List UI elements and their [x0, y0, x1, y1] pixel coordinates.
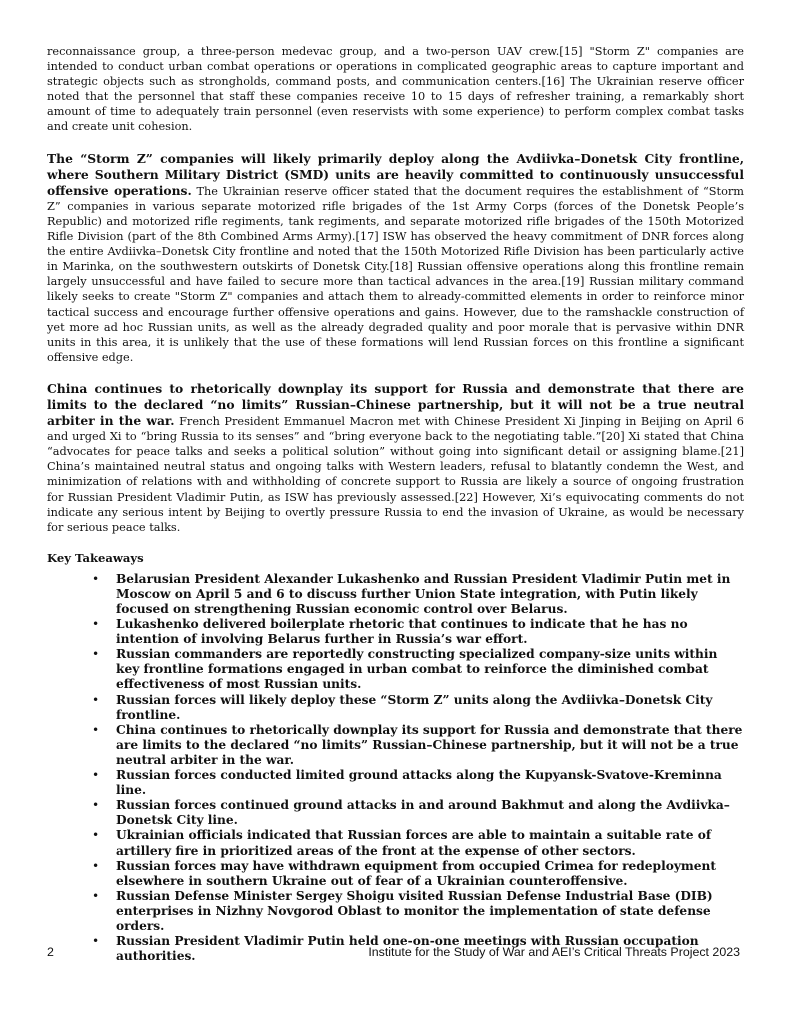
bullet-icon: •: [92, 858, 100, 873]
bullet-icon: •: [92, 722, 100, 737]
list-item: [47, 693, 744, 723]
list-item: [47, 617, 744, 647]
list-item-text: China continues to rhetorically downplay its support for Russia and demonstrate that there are limits to the declared “no limits” Russian–Chinese partnership, but it will not be a true neutral arbiter in the war.: [116, 722, 743, 767]
bullet-icon: •: [92, 934, 100, 949]
list-item-text: Russian commanders are reportedly constructing specialized company-size units within key frontline formations engaged in urban combat to reinforce the diminished combat effectiveness of most Russian units.: [116, 647, 718, 692]
list-item: [47, 828, 744, 858]
list-item-text: Russian Defense Minister Sergey Shoigu visited Russian Defense Industrial Base (DIB) enterprises in Nizhny Novgorod Oblast to monitor the implementation of state defense orders.: [116, 888, 713, 933]
paragraph-storm-z-structure: [47, 44, 744, 135]
paragraph-body: The Ukrainian reserve officer stated that the document requires the establishment of “Storm Z” companies in various separate motorized rifle brigades of the 1st Army Corps (forces of the Donetsk People’s Republic) and motorized rifle regiments, tank regiments, and separate motorized rifle brigades of the 150th Motorized Rifle Division (part of the 8th Combined Arms Army).[17] ISW has observed the heavy commitment of DNR forces along the entire Avdiivka–Donetsk City frontline and noted that the 150th Motorized Rifle Division has been particularly active in Marinka, on the southwestern outskirts of Donetsk City.[18] Russian offensive operations along this frontline remain largely unsuccessful and have failed to secure more than tactical advances in the area.[19] Russian military command likely seeks to create "Storm Z" companies and attach them to already-committed elements in order to reinforce minor tactical success and encourage further offensive operations and gains. However, due to the ramshackle construction of yet more ad hoc Russian units, as well as the already degraded quality and poor morale that is pervasive within DNR units in this area, it is unlikely that the use of these formations will lend Russian forces on this frontline a significant offensive edge.: [47, 184, 745, 364]
paragraph-china-support: [47, 381, 744, 535]
list-item: [47, 798, 744, 828]
paragraph-body: reconnaissance group, a three-person medevac group, and a two-person UAV crew.[15] "Storm Z" companies are intended to conduct urban combat operations or operations in complicated geographic areas to capture important and strategic objects such as strongholds, command posts, and communication centers.[16] The Ukrainian reserve officer noted that the personnel that staff these companies receive 10 to 15 days of refresher training, a remarkably short amount of time to adequately train personnel (even reservists with some experience) to perform complex combat tasks and create unit cohesion.: [47, 45, 744, 134]
bullet-icon: •: [92, 571, 100, 586]
list-item-text: Russian forces will likely deploy these “Storm Z” units along the Avdiivka–Donetsk City frontline.: [116, 692, 713, 722]
bullet-icon: •: [92, 828, 100, 843]
list-item: [47, 572, 744, 617]
list-item-text: Belarusian President Alexander Lukashenko and Russian President Vladimir Putin met in Moscow on April 5 and 6 to discuss further Union State integration, with Putin likely focused on strengthening Russian economic control over Belarus.: [116, 571, 731, 616]
bullet-icon: •: [92, 647, 100, 662]
bullet-icon: •: [92, 617, 100, 632]
bullet-icon: •: [92, 888, 100, 903]
document-page: [47, 44, 744, 964]
page-footer: [47, 945, 744, 961]
footer-credit: Institute for the Study of War and AEI’s Critical Threats Project 2023: [368, 945, 740, 959]
list-item: [47, 889, 744, 934]
key-takeaways-list: [47, 572, 744, 964]
list-item: [47, 723, 744, 768]
paragraph-lead: The “Storm Z” companies will likely primarily deploy along the Avdiivka–Donetsk City frontline, where Southern Military District (SMD) units are heavily committed to continuously unsuccessful offensive operations.: [47, 150, 744, 198]
list-item: [47, 768, 744, 798]
list-item-text: Ukrainian officials indicated that Russian forces are able to maintain a suitable rate of artillery fire in prioritized areas of the front at the expense of other sectors.: [116, 828, 712, 858]
list-item: [47, 859, 744, 889]
list-item-text: Russian forces may have withdrawn equipment from occupied Crimea for redeployment elsewhere in southern Ukraine out of fear of a Ukrainian counteroffensive.: [116, 858, 717, 888]
list-item-text: Russian forces conducted limited ground attacks along the Kupyansk-Svatove-Kreminna line.: [116, 768, 722, 798]
bullet-icon: •: [92, 692, 100, 707]
key-takeaways-heading: Key Takeaways: [47, 550, 144, 565]
paragraph-lead: China continues to rhetorically downplay its support for Russia and demonstrate that there are limits to the declared “no limits” Russian–Chinese partnership, but it will not be a true neutral arbiter in the war.: [47, 380, 744, 429]
bullet-icon: •: [92, 798, 100, 813]
list-item: [47, 647, 744, 692]
page-number: 2: [47, 945, 54, 959]
paragraph-body: French President Emmanuel Macron met with Chinese President Xi Jinping in Beijing on April 6 and urged Xi to “bring Russia to its senses” and “bring everyone back to the negotiating table.”[20] Xi stated that China “advocates for peace talks and seeks a political solution” without going into significant detail or assigning blame.[21] China’s maintained neutral status and ongoing talks with Western leaders, refusal to blatantly condemn the West, and minimization of relations with and withholding of concrete support to Russia are likely a source of ongoing frustration for Russian President Vladimir Putin, as ISW has previously assessed.[22] However, Xi’s equivocating comments do not indicate any serious intent by Beijing to overtly pressure Russia to end the invasion of Ukraine, as would be necessary for serious peace talks.: [47, 415, 744, 534]
list-item-text: Lukashenko delivered boilerplate rhetoric that continues to indicate that he has no intention of involving Belarus further in Russia’s war effort.: [116, 617, 688, 647]
list-item-text: Russian forces continued ground attacks in and around Bakhmut and along the Avdiivka–Donetsk City line.: [116, 798, 730, 828]
bullet-icon: •: [92, 768, 100, 783]
paragraph-storm-z-deployment: [47, 151, 744, 365]
list-item-text: Russian President Vladimir Putin held one-on-one meetings with Russian occupation authorities.: [116, 934, 699, 964]
